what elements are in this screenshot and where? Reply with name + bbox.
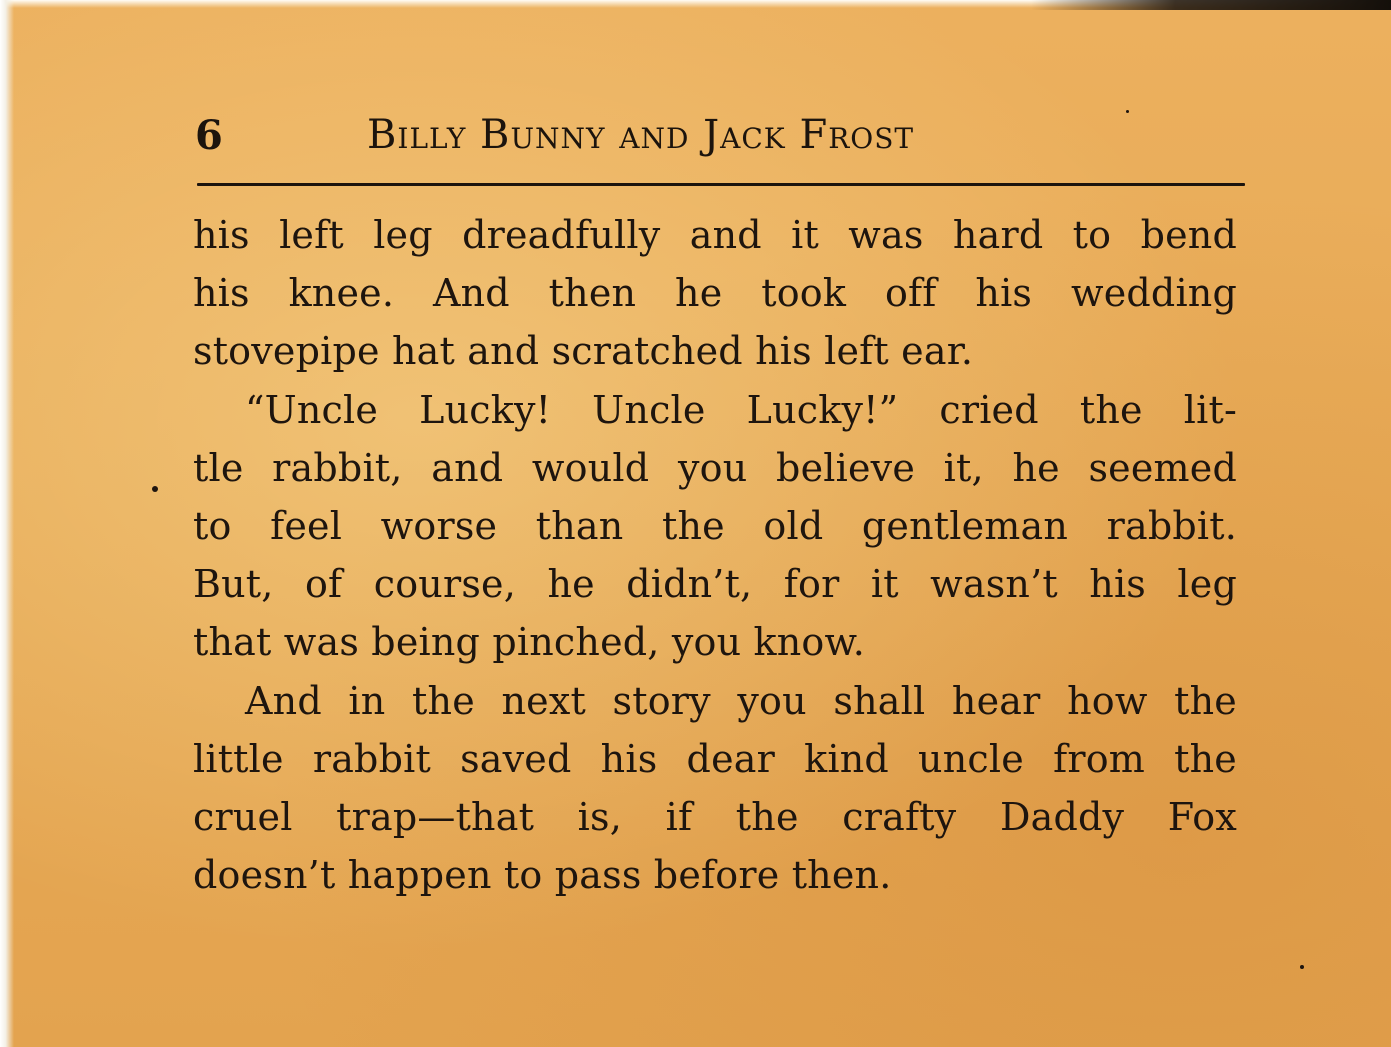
text-line: that was being pinched, you know. bbox=[193, 620, 866, 665]
text-line: cruel trap—that is, if the crafty Daddy Fox bbox=[193, 794, 1237, 839]
text-line: doesn’t happen to pass before then. bbox=[193, 853, 892, 898]
scan-edge-shadow bbox=[1031, 0, 1391, 10]
text-line: And in the next story you shall hear how the bbox=[245, 678, 1237, 723]
page-number: 6 bbox=[195, 112, 223, 159]
header-rule bbox=[197, 183, 1245, 186]
text-line: tle rabbit, and would you believe it, he seemed bbox=[193, 445, 1237, 490]
body-text bbox=[193, 206, 1237, 904]
text-line: But, of course, he didn’t, for it wasn’t his leg bbox=[193, 562, 1237, 607]
ink-speck bbox=[152, 486, 158, 492]
text-line: his left leg dreadfully and it was hard to bend bbox=[193, 213, 1237, 257]
text-line: to feel worse than the old gentleman rabbit. bbox=[193, 503, 1237, 548]
running-title: Billy Bunny and Jack Frost bbox=[367, 112, 915, 158]
page-header bbox=[195, 108, 1245, 168]
text-line: little rabbit saved his dear kind uncle from the bbox=[193, 736, 1237, 781]
ink-speck bbox=[1126, 110, 1129, 113]
text-line: “Uncle Lucky! Uncle Lucky!” cried the lit- bbox=[245, 387, 1237, 432]
page-left-edge bbox=[0, 0, 14, 1047]
text-line: stovepipe hat and scratched his left ear. bbox=[193, 329, 974, 374]
ink-speck bbox=[1300, 965, 1304, 969]
text-line: his knee. And then he took off his wedding bbox=[193, 271, 1237, 316]
